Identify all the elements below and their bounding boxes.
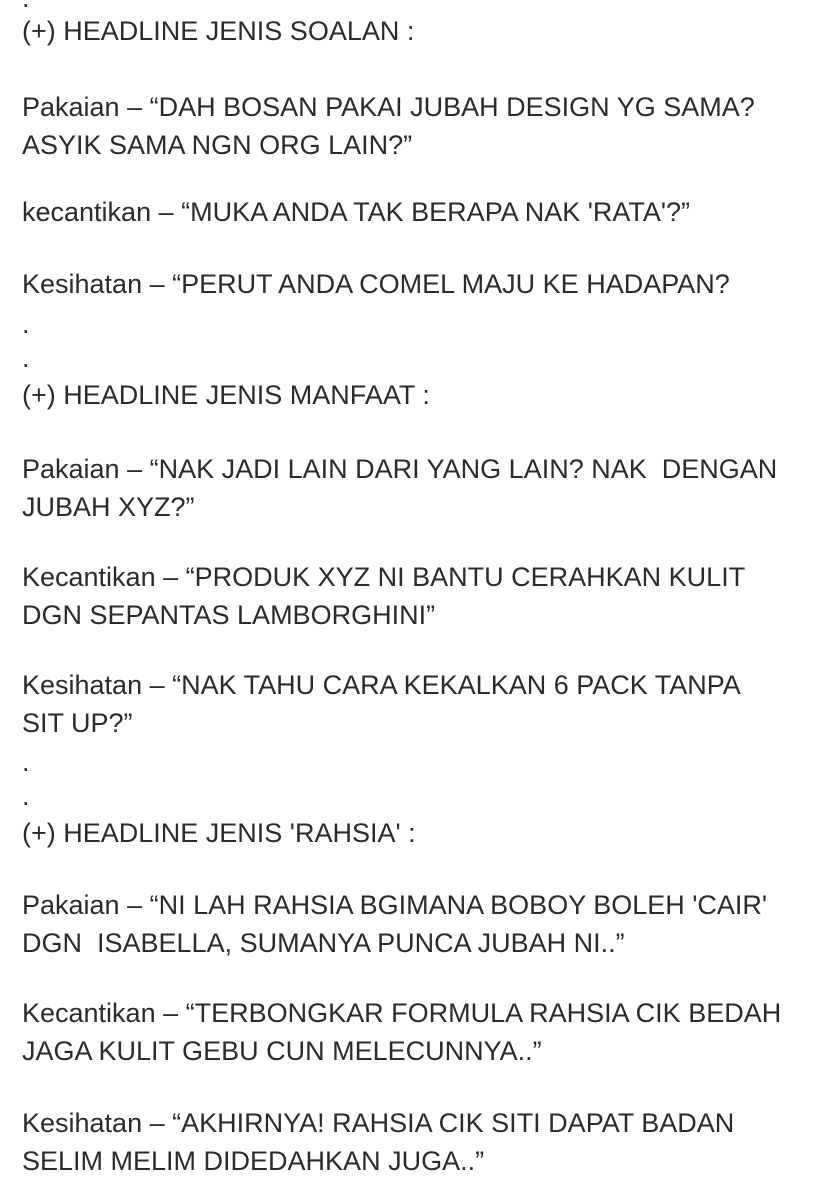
entry-line: SELIM MELIM DIDEDAHKAN JUGA..” <box>22 1146 485 1176</box>
separator-dot: . <box>22 747 30 777</box>
entry-line: SIT UP?” <box>22 708 133 738</box>
section-heading-manfaat: (+) HEADLINE JENIS MANFAAT : <box>22 380 430 410</box>
entry-line: ASYIK SAMA NGN ORG LAIN?” <box>22 130 413 160</box>
section-heading-rahsia: (+) HEADLINE JENIS 'RAHSIA' : <box>22 818 416 848</box>
entry-line: DGN ISABELLA, SUMANYA PUNCA JUBAH NI..” <box>22 928 625 958</box>
separator-dot: . <box>22 781 30 811</box>
entry-line: DGN SEPANTAS LAMBORGHINI” <box>22 600 436 630</box>
entry-line: Kesihatan – “PERUT ANDA COMEL MAJU KE HADAPAN? <box>22 269 730 299</box>
top-dot <box>22 0 30 8</box>
entry-line: kecantikan – “MUKA ANDA TAK BERAPA NAK 'RATA'?” <box>22 197 691 227</box>
separator-dot: . <box>22 309 30 339</box>
entry-line: Kecantikan – “TERBONGKAR FORMULA RAHSIA CIK BEDAH <box>22 998 782 1028</box>
entry-line: Pakaian – “NI LAH RAHSIA BGIMANA BOBOY BOLEH 'CAIR' <box>22 890 768 920</box>
entry-line: Pakaian – “NAK JADI LAIN DARI YANG LAIN? NAK DENGAN <box>22 454 778 484</box>
entry-line: Pakaian – “DAH BOSAN PAKAI JUBAH DESIGN YG SAMA? <box>22 92 755 122</box>
section-heading-soalan: (+) HEADLINE JENIS SOALAN : <box>22 16 415 46</box>
entry-line: JUBAH XYZ?” <box>22 492 195 522</box>
separator-dot: . <box>22 343 30 373</box>
entry-line: Kecantikan – “PRODUK XYZ NI BANTU CERAHKAN KULIT <box>22 562 746 592</box>
entry-line: JAGA KULIT GEBU CUN MELECUNNYA..” <box>22 1036 542 1066</box>
entry-line: Kesihatan – “NAK TAHU CARA KEKALKAN 6 PACK TANPA <box>22 670 741 700</box>
entry-line: Kesihatan – “AKHIRNYA! RAHSIA CIK SITI DAPAT BADAN <box>22 1108 735 1138</box>
